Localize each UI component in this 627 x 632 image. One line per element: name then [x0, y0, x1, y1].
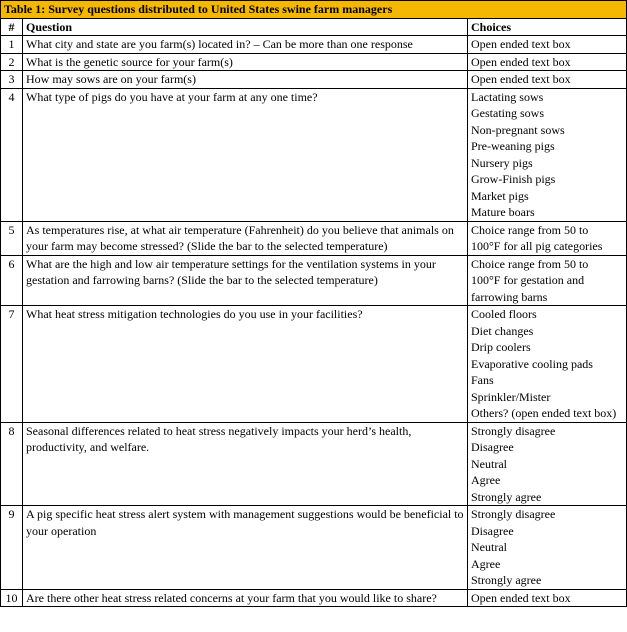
choice-item: Open ended text box: [471, 72, 571, 86]
choice-item: Fans: [471, 373, 494, 387]
choice-item: Choice range from 50 to: [471, 256, 589, 271]
choice-item: Gestating sows: [471, 106, 544, 120]
row-choices: [468, 221, 627, 255]
row-number: 2: [1, 53, 23, 71]
table-title-row: [1, 1, 627, 19]
row-choices: [468, 53, 627, 71]
choice-item: Grow-Finish pigs: [471, 172, 556, 186]
row-choices: [468, 506, 627, 590]
choice-item: Neutral: [471, 540, 507, 554]
row-question: What is the genetic source for your farm(s): [23, 53, 468, 71]
choice-item: Open ended text box: [471, 37, 571, 51]
choice-item: Mature boars: [471, 205, 535, 219]
choice-item: Drip coolers: [471, 340, 531, 354]
choice-item: farrowing barns: [471, 289, 548, 304]
table-title: Table 1: Survey questions distributed to United States swine farm managers: [1, 1, 627, 19]
header-number: #: [1, 19, 23, 36]
row-choices: [468, 255, 627, 306]
table-row: [1, 306, 627, 423]
choice-item: Open ended text box: [471, 54, 571, 69]
row-question: Seasonal differences related to heat stress negatively impacts your herd’s health, productivity, and welfare.: [23, 422, 468, 506]
choice-item: Cooled floors: [471, 307, 537, 321]
table-row: [1, 53, 627, 71]
choice-item: Strongly agree: [471, 573, 542, 587]
table-row: [1, 36, 627, 54]
choice-item: Non-pregnant sows: [471, 122, 565, 137]
table-row: [1, 88, 627, 221]
row-number: 6: [1, 255, 23, 306]
table-row: [1, 506, 627, 590]
table-row: [1, 589, 627, 607]
choice-item: Open ended text box: [471, 590, 571, 605]
choice-item: Neutral: [471, 456, 507, 471]
choice-item: Choice range from 50 to: [471, 222, 589, 237]
row-question: A pig specific heat stress alert system with management suggestions would be beneficial to your operation: [23, 506, 468, 590]
row-question: What heat stress mitigation technologies do you use in your facilities?: [23, 306, 468, 423]
row-number: 10: [1, 589, 23, 607]
row-question: What are the high and low air temperature settings for the ventilation systems in your gestation and farrowing barns? (Slide the bar to the selected temperature): [23, 255, 468, 306]
row-question: Are there other heat stress related concerns at your farm that you would like to share?: [23, 589, 468, 607]
row-number: 9: [1, 506, 23, 590]
choice-item: Agree: [471, 473, 501, 487]
row-number: 3: [1, 71, 23, 89]
table-header-row: [1, 19, 627, 36]
choice-item: Nursery pigs: [471, 155, 533, 170]
row-number: 4: [1, 88, 23, 221]
choice-item: Strongly disagree: [471, 507, 556, 521]
choice-item: Disagree: [471, 523, 514, 538]
choice-item: 100°F for gestation and: [471, 273, 585, 287]
table-row: [1, 71, 627, 89]
row-choices: [468, 36, 627, 54]
row-choices: [468, 422, 627, 506]
row-number: 5: [1, 221, 23, 255]
choice-item: Market pigs: [471, 188, 529, 203]
header-choices: Choices: [468, 19, 627, 36]
choice-item: Disagree: [471, 440, 514, 454]
row-choices: [468, 306, 627, 423]
choice-item: Diet changes: [471, 323, 534, 338]
table-row: [1, 255, 627, 306]
row-question: What type of pigs do you have at your farm at any one time?: [23, 88, 468, 221]
row-question: As temperatures rise, at what air temperature (Fahrenheit) do you believe that animals on your farm may become stressed? (Slide the bar to the selected temperature): [23, 221, 468, 255]
choice-item: Pre-weaning pigs: [471, 139, 555, 153]
choice-item: Others? (open ended text box): [471, 406, 617, 420]
row-number: 1: [1, 36, 23, 54]
choice-item: Evaporative cooling pads: [471, 356, 593, 371]
row-choices: [468, 88, 627, 221]
row-number: 7: [1, 306, 23, 423]
choice-item: 100°F for all pig categories: [471, 239, 603, 253]
table-row: [1, 422, 627, 506]
choice-item: Lactating sows: [471, 89, 544, 104]
row-choices: [468, 589, 627, 607]
choice-item: Agree: [471, 556, 501, 571]
row-question: How may sows are on your farm(s): [23, 71, 468, 89]
row-choices: [468, 71, 627, 89]
choice-item: Sprinkler/Mister: [471, 389, 551, 404]
choice-item: Strongly agree: [471, 489, 542, 504]
header-question: Question: [23, 19, 468, 36]
row-number: 8: [1, 422, 23, 506]
row-question: What city and state are you farm(s) located in? – Can be more than one response: [23, 36, 468, 54]
table-row: [1, 221, 627, 255]
table-body: [1, 36, 627, 607]
choice-item: Strongly disagree: [471, 423, 556, 438]
